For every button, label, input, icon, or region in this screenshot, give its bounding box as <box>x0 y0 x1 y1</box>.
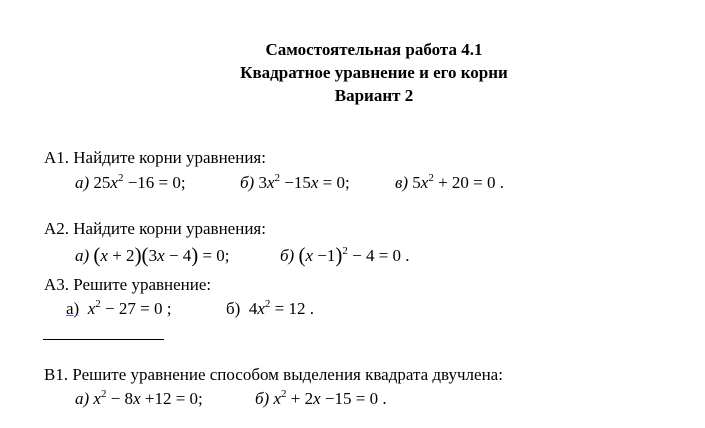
title-line-1: Самостоятельная работа 4.1 <box>265 40 483 59</box>
option-label: б) <box>280 246 295 265</box>
question-b1-option-a: а) $x^2 - 8x +12 = 0$; <box>75 388 203 408</box>
question-a1-option-b: б) $3x^2 -15x = 0$; <box>240 172 350 192</box>
question-a2-option-a: а) (x + 2)(3x − 4) = 0; <box>75 243 230 267</box>
option-label: б) <box>255 389 270 408</box>
question-a3-option-b: б) $4x^2 = 12$ . <box>226 298 314 318</box>
option-label: а) <box>75 246 90 265</box>
question-b1-option-b: б) $x^2 + 2x -15 = 0$ . <box>255 388 387 408</box>
option-label: б) <box>240 173 255 192</box>
option-label: в) <box>395 173 409 192</box>
question-a3-option-a: а) $x^2 - 27 = 0$ ; <box>66 298 172 318</box>
title-line-3: Вариант 2 <box>334 86 414 105</box>
section-divider <box>43 339 164 340</box>
option-label: а) <box>75 173 90 192</box>
title-line-2: Квадратное уравнение и его корни <box>240 63 508 82</box>
question-a1-prompt: А1. Найдите корни уравнения: <box>44 148 266 167</box>
question-a3-prompt: А3. Решите уравнение: <box>44 275 212 294</box>
question-a1-option-c: в) $5x^2 + 20 = 0$ . <box>395 172 505 192</box>
option-label: а) <box>66 299 80 318</box>
question-a1-option-a: а) $25x^2 -16 = 0$; <box>75 172 186 192</box>
question-b1-prompt: В1. Решите уравнение способом выделения квадрата двучлена: <box>44 365 503 384</box>
option-label: а) <box>75 389 90 408</box>
option-label: б) <box>226 299 241 318</box>
question-a2-prompt: А2. Найдите корни уравнения: <box>44 219 266 238</box>
question-a2-option-b: б) $(x -1)^2 - 4 = 0$ . <box>280 243 410 267</box>
